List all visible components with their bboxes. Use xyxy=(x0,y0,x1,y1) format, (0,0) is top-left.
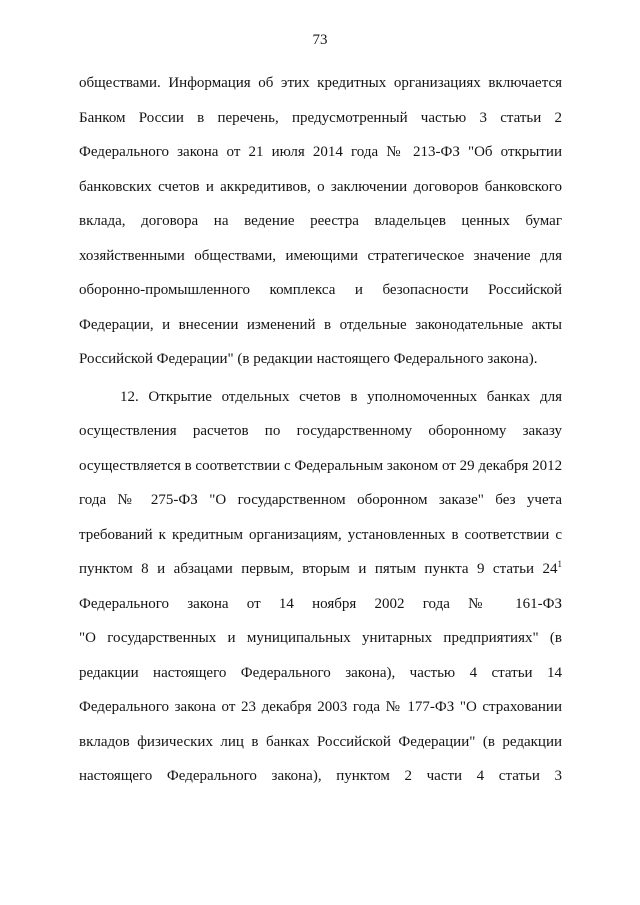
text-line: требований к кредитным организациям, установленных в соответствии с xyxy=(79,526,562,543)
text-line: оборонно-промышленного комплекса и безопасности Российской xyxy=(79,282,562,298)
text-line: вклада, договора на ведение реестра владельцев ценных бумаг xyxy=(79,213,562,229)
text-line: Федерации, и внесении изменений в отдельные законодательные акты xyxy=(79,316,562,333)
document-body xyxy=(79,66,562,794)
text-line: вкладов физических лиц в банках Российской Федерации" (в редакции xyxy=(79,733,562,750)
text-line: осуществляется в соответствии с Федеральным законом от 29 декабря 2012 xyxy=(79,457,563,474)
text-line: хозяйственными обществами, имеющими стратегическое значение для xyxy=(79,247,562,264)
text-line: "О государственных и муниципальных унитарных предприятиях" (в xyxy=(79,630,562,646)
paragraph-end-line: Российской Федерации" (в редакции настоящего Федерального закона). xyxy=(79,351,538,367)
text-line: Федерального закона от 21 июля 2014 года № 213-ФЗ "Об открытии xyxy=(79,144,562,160)
text-line: Банком России в перечень, предусмотренный частью 3 статьи 2 xyxy=(79,109,562,126)
text-line-content: пунктом 8 и абзацами первым, вторым и пятым пункта 9 статьи 24 xyxy=(79,561,558,577)
text-line: Федерального закона от 14 ноября 2002 года № 161-ФЗ xyxy=(79,595,562,612)
paragraph-first-line: 12. Открытие отдельных счетов в уполномоченных банках для xyxy=(120,388,562,405)
text-line-with-superscript xyxy=(79,552,562,587)
page-number: 73 xyxy=(312,32,328,48)
text-line: настоящего Федерального закона), пунктом 2 части 4 статьи 3 xyxy=(79,768,562,784)
text-line: осуществления расчетов по государственному оборонному заказу xyxy=(79,423,562,439)
text-line: Федерального закона от 23 декабря 2003 года № 177-ФЗ "О страховании xyxy=(79,699,562,715)
text-line: обществами. Информация об этих кредитных организациях включается xyxy=(79,75,562,91)
text-line: года № 275-ФЗ "О государственном оборонном заказе" без учета xyxy=(79,492,562,508)
superscript: 1 xyxy=(557,559,562,569)
text-line: банковских счетов и аккредитивов, о заключении договоров банковского xyxy=(79,178,562,195)
text-line: редакции настоящего Федерального закона), частью 4 статьи 14 xyxy=(79,664,562,681)
